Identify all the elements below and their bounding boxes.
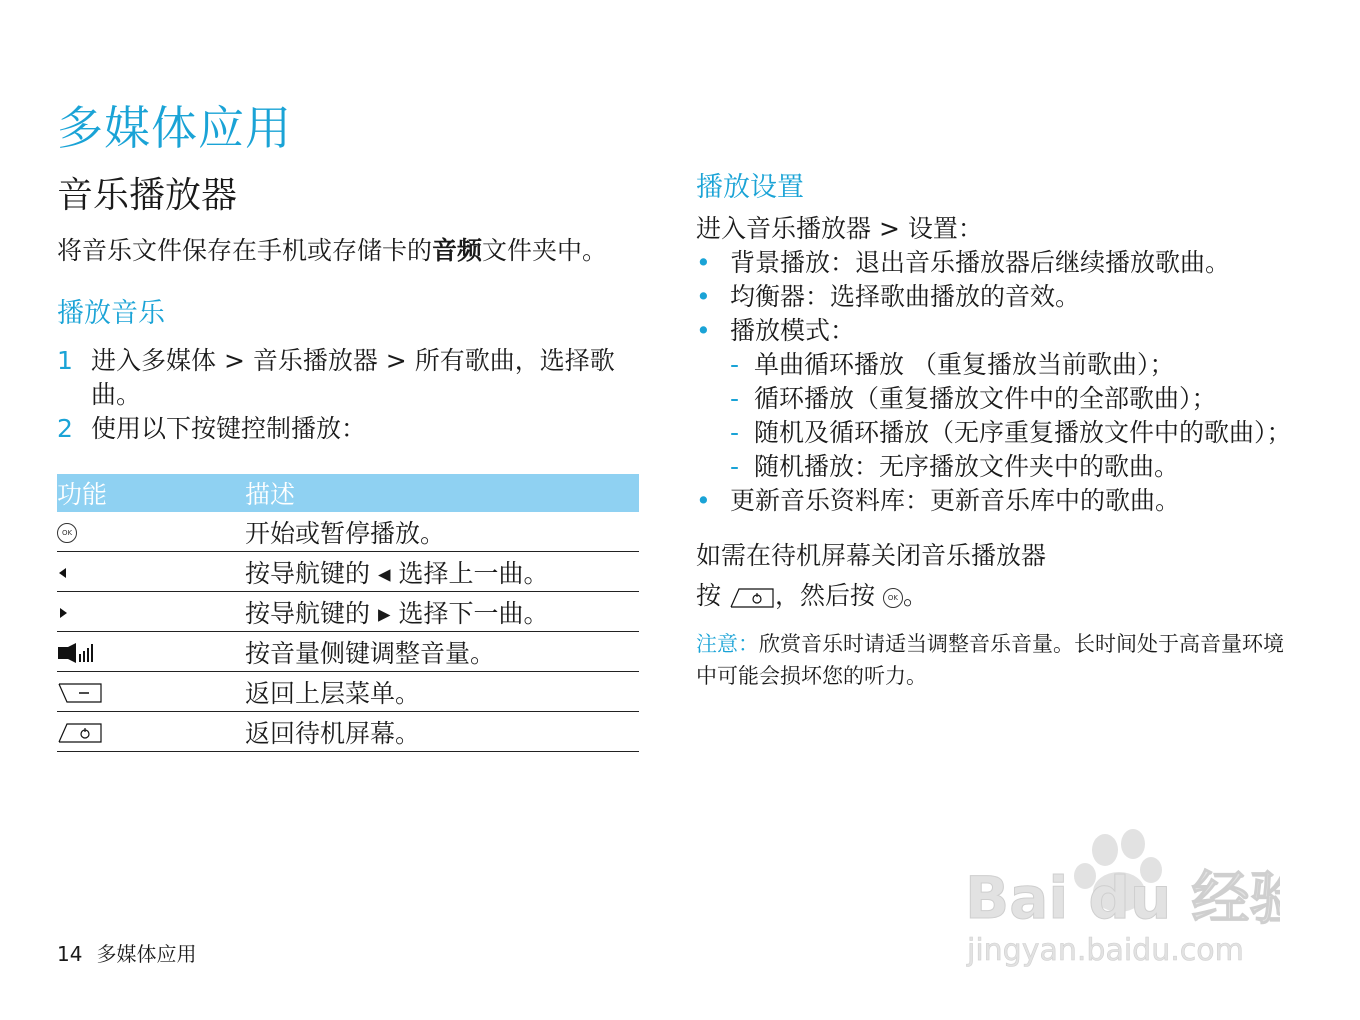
option-term: 更新音乐资料库 [730, 486, 906, 515]
caution-note [696, 628, 1296, 692]
option-term: 播放模式 [730, 316, 831, 345]
option-desc: 选择歌曲播放的音效。 [830, 282, 1081, 311]
dash: - [730, 350, 740, 379]
watermark-url: jingyan.baidu.com [967, 933, 1244, 968]
step-number: 2 [57, 414, 73, 443]
list-item [696, 280, 1296, 314]
baidu-watermark [965, 818, 1280, 968]
list-item [730, 348, 1296, 382]
bullet: • [696, 282, 711, 311]
bullet: • [696, 248, 711, 277]
intro-paragraph [57, 234, 641, 268]
back-key-icon [57, 682, 103, 704]
intro-folder-name: 音频 [432, 236, 483, 265]
step-text-pre: 进入 [91, 346, 142, 375]
table-row [57, 672, 639, 712]
page-title: 多媒体应用 [57, 101, 292, 155]
page-footer [57, 938, 196, 967]
list-item [730, 416, 1296, 450]
bullet: • [696, 316, 711, 345]
table-cell-desc: 返回上层菜单。 [245, 672, 639, 712]
menu-path: 多媒体 > 音乐播放器 > 所有歌曲 [141, 346, 515, 375]
dash: - [730, 384, 740, 413]
option-desc: 退出音乐播放器后继续播放歌曲。 [855, 248, 1231, 277]
dash: - [730, 418, 740, 447]
list-item [730, 450, 1296, 484]
option-desc: 更新音乐库中的歌曲。 [930, 486, 1181, 515]
table-header-row [57, 474, 639, 512]
bullet: • [696, 486, 711, 515]
mode-desc: （无序重复播放文件中的歌曲）； [929, 418, 1292, 447]
step-2 [57, 412, 641, 446]
mode-desc: （重复播放文件中的全部歌曲）； [854, 384, 1217, 413]
watermark-logo-text: Bai du 经验 [965, 864, 1280, 932]
lead-colon: ： [957, 214, 983, 243]
close-player-instruction [696, 576, 1296, 616]
option-sep: ： [830, 316, 856, 345]
mode-desc: ：无序播放文件夹中的歌曲。 [854, 452, 1180, 481]
option-sep: ： [830, 248, 856, 277]
step-1 [57, 344, 641, 412]
option-sep: ： [805, 282, 831, 311]
left-column [57, 170, 641, 752]
step-text [91, 344, 641, 412]
footer-label: 多媒体应用 [96, 942, 197, 966]
right-column [696, 170, 1296, 692]
list-item [730, 382, 1296, 416]
table-cell-desc: 按导航键的 ▸ 选择下一曲。 [245, 592, 639, 632]
intro-text: 将音乐文件保存在手机或存储卡的 [57, 236, 433, 265]
volume-key-icon [57, 642, 97, 664]
instr-text: ，然后按 [774, 581, 875, 610]
subsection-title-play-music: 播放音乐 [57, 298, 165, 329]
ok-key-icon: OK [883, 588, 903, 608]
right-arrow-icon [57, 606, 69, 620]
dash: - [730, 452, 740, 481]
table-cell-desc: 按导航键的 ◂ 选择上一曲。 [245, 552, 639, 592]
lead-text: 进入 [696, 214, 747, 243]
instr-text: 。 [902, 581, 928, 610]
play-mode-list [730, 348, 1296, 484]
mode-term: 循环播放 [754, 384, 855, 413]
table-row [57, 632, 639, 672]
table-row [57, 712, 639, 752]
list-item [696, 314, 1296, 484]
table-row [57, 512, 639, 552]
subsection-title-play-settings: 播放设置 [696, 172, 804, 203]
baidu-paw-logo-icon [965, 818, 1280, 968]
mode-term: 单曲循环播放 [754, 350, 905, 379]
header-description: 描述 [245, 474, 639, 512]
option-term: 均衡器 [730, 282, 806, 311]
menu-path: 音乐播放器 > 设置 [746, 214, 958, 243]
step-text-post: ，选择歌曲。 [91, 346, 615, 409]
instr-text: 按 [696, 581, 722, 610]
step-number: 1 [57, 346, 73, 375]
table-row [57, 592, 639, 632]
end-key-icon [729, 587, 775, 609]
list-item [696, 246, 1296, 280]
end-key-icon [57, 722, 103, 744]
note-text: 欣赏音乐时请适当调整音乐音量。长时间处于高音量环境中可能会损坏您的听力。 [696, 632, 1284, 688]
left-arrow-icon [57, 566, 69, 580]
option-sep: ： [905, 486, 931, 515]
table-cell-desc: 返回待机屏幕。 [245, 712, 639, 752]
intro-text-end: 文件夹中。 [482, 236, 608, 265]
close-player-heading: 如需在待机屏幕关闭音乐播放器 [696, 541, 1047, 570]
mode-term: 随机及循环播放 [754, 418, 930, 447]
key-function-table [57, 474, 639, 752]
table-row [57, 552, 639, 592]
mode-term: 随机播放 [754, 452, 855, 481]
header-function: 功能 [57, 474, 245, 512]
settings-lead [696, 212, 1296, 246]
option-term: 背景播放 [730, 248, 831, 277]
page-number: 14 [57, 942, 83, 966]
list-item [696, 484, 1296, 518]
ok-key-icon: OK [57, 523, 77, 543]
note-label: 注意： [696, 632, 759, 656]
table-cell-desc: 开始或暂停播放。 [245, 512, 639, 552]
step-text: 使用以下按键控制播放： [91, 414, 367, 443]
table-cell-desc: 按音量侧键调整音量。 [245, 632, 639, 672]
section-title: 音乐播放器 [57, 175, 238, 216]
mode-desc: （重复播放当前歌曲）； [904, 350, 1175, 379]
settings-list [696, 246, 1296, 518]
